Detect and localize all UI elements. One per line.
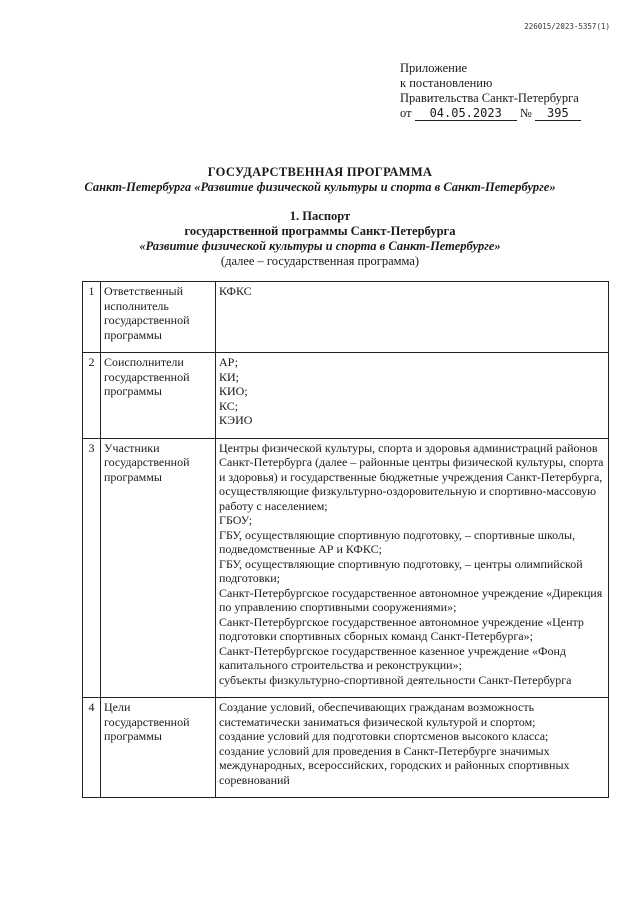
row-content-item: ГБУ, осуществляющие спортивную подготовку, – центры олимпийской подготовки;: [219, 556, 583, 585]
passport-heading: [0, 209, 640, 269]
row-label: Участники государственной программы: [101, 438, 216, 698]
row-content-item: КЭИО: [219, 413, 253, 427]
row-content: [216, 698, 609, 798]
table-row: [83, 698, 609, 798]
row-content-item: КФКС: [219, 284, 252, 298]
row-content-item: ГБУ, осуществляющие спортивную подготовку, – спортивные школы, подведомственные АР и КФКС;: [219, 527, 576, 556]
row-label: Соисполнители государственной программы: [101, 353, 216, 439]
row-number: 1: [83, 282, 101, 353]
row-label: Цели государственной программы: [101, 698, 216, 798]
table-row: [83, 353, 609, 439]
passport-heading-line-4: (далее – государственная программа): [220, 254, 420, 268]
row-content-item: Санкт-Петербургское государственное автономное учреждение «Центр подготовки спортивных сборных команд Санкт-Петербурга»;: [219, 614, 584, 643]
number-prefix: №: [519, 106, 532, 120]
row-label: Ответственный исполнитель государственной программы: [101, 282, 216, 353]
passport-heading-line-2: государственной программы Санкт-Петербурга: [184, 224, 456, 238]
date-prefix: от: [400, 106, 412, 120]
appendix-date-line: [400, 106, 581, 121]
row-content-item: КИО;: [219, 384, 248, 398]
program-title: [0, 165, 640, 195]
program-title-line-1: ГОСУДАРСТВЕННАЯ ПРОГРАММА: [207, 165, 433, 179]
appendix-line-3: Правительства Санкт-Петербурга: [400, 91, 579, 105]
row-content-item: Центры физической культуры, спорта и здоровья администраций районов Санкт-Петербурга (далее – районные центры физической культуры, спорта и здоровья) и государственные бюджетные учреждения Санкт-Петербурга, осуществляющие физкультурно-оздоровительную и спортивно-массовую работу с населением;: [219, 440, 604, 513]
passport-heading-line-3: «Развитие физической культуры и спорта в Санкт-Петербурге»: [139, 239, 501, 253]
row-content: [216, 438, 609, 698]
document-id: 226015/2023-5357(1): [524, 22, 610, 31]
row-content: [216, 353, 609, 439]
row-content-item: Санкт-Петербургское государственное автономное учреждение «Дирекция по управлению спортивными сооружениями»;: [219, 585, 603, 614]
appendix-line-2: к постановлению: [400, 76, 493, 90]
table-row: [83, 438, 609, 698]
appendix-line-1: Приложение: [400, 61, 468, 75]
row-content-item: ГБОУ;: [219, 513, 253, 527]
resolution-number: 395: [535, 107, 581, 121]
row-number: 2: [83, 353, 101, 439]
row-content-item: КИ;: [219, 369, 240, 384]
program-title-line-2: Санкт-Петербурга «Развитие физической культуры и спорта в Санкт-Петербурге»: [84, 180, 556, 194]
passport-table: [82, 281, 609, 798]
row-number: 3: [83, 438, 101, 698]
row-content-item: АР;: [219, 355, 239, 369]
row-content-item: Санкт-Петербургское государственное казенное учреждение «Фонд капитального строительства и реконструкции»;: [219, 643, 567, 672]
row-content-item: Создание условий, обеспечивающих гражданам возможность систематически заниматься физической культурой и спортом;: [219, 700, 536, 729]
table-row: [83, 282, 609, 353]
row-content-item: создание условий для подготовки спортсменов высокого класса;: [219, 729, 549, 743]
row-content-item: создание условий для проведения в Санкт-Петербурге значимых международных, всероссийских, городских и районных спортивных соревнований: [219, 743, 570, 787]
passport-heading-line-1: 1. Паспорт: [289, 209, 351, 223]
appendix-block: [400, 61, 581, 121]
row-content-item: КС;: [219, 398, 239, 413]
resolution-date: 04.05.2023: [415, 107, 517, 121]
row-content: [216, 282, 609, 353]
row-content-item: субъекты физкультурно-спортивной деятельности Санкт-Петербурга: [219, 672, 572, 687]
row-number: 4: [83, 698, 101, 798]
